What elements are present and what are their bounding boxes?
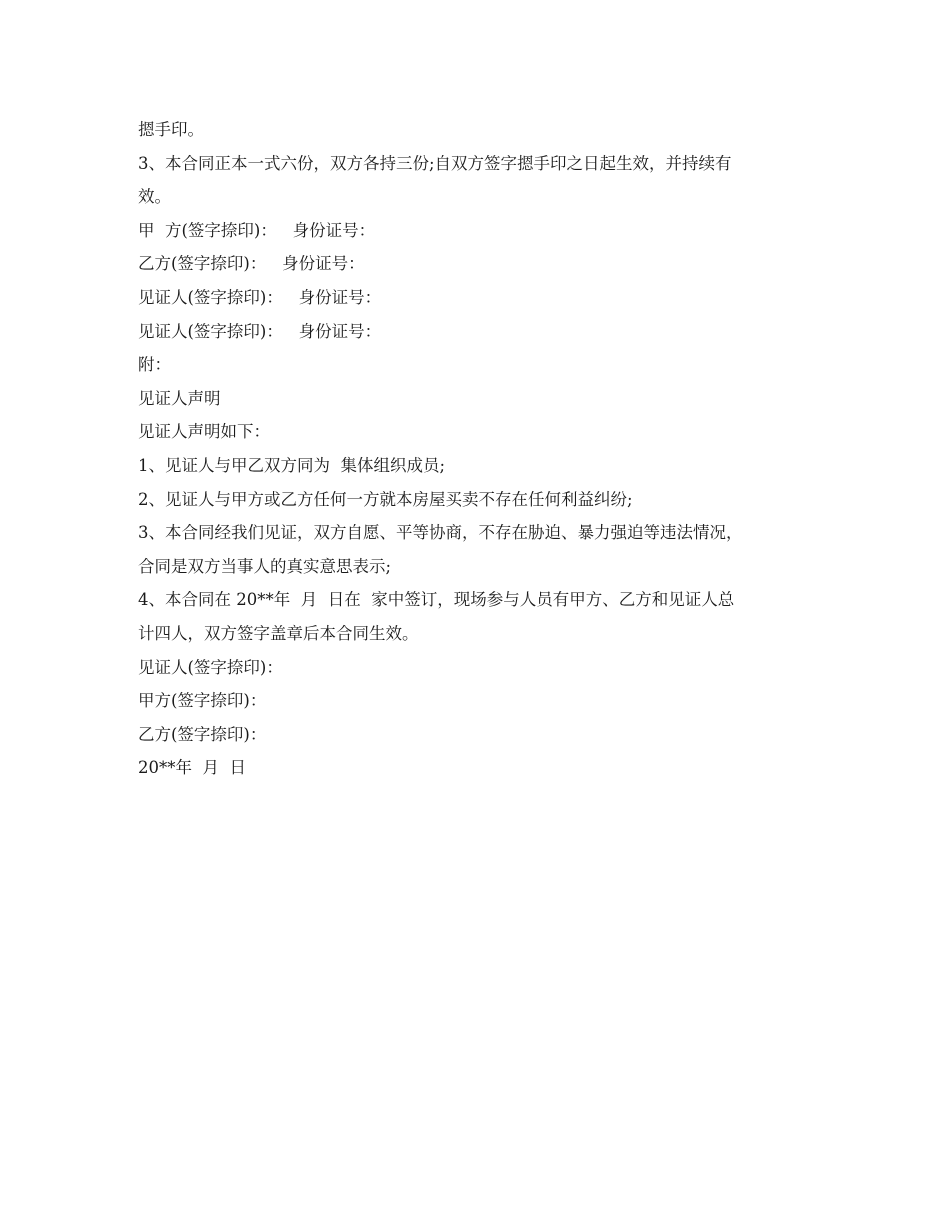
section-heading: 见证人声明 [138,388,221,408]
text-line: 效。 [138,187,171,207]
text-line: 4、本合同在 20**年 月 日在 家中签订，现场参与人员有甲方、乙方和见证人总 [138,590,735,610]
text-line: 3、本合同经我们见证，双方自愿、平等协商，不存在胁迫、暴力强迫等违法情况， [138,523,743,543]
signature-line-witness: 见证人(签字捺印)： 身份证号： [138,321,382,341]
text-line: 计四人，双方签字盖章后本合同生效。 [138,623,419,643]
text-line: 2、见证人与甲方或乙方任何一方就本房屋买卖不存在任何利益纠纷; [138,489,633,509]
text-line: 摁手印。 [138,120,204,139]
document-body [138,113,828,785]
signature-line-witness: 见证人(签字捺印)： 身份证号： [138,287,382,307]
text-line: 合同是双方当事人的真实意思表示; [138,556,392,576]
signature-line-witness: 见证人(签字捺印)： [138,657,283,677]
date-line: 20**年 月 日 [138,758,246,778]
text-line: 3、本合同正本一式六份，双方各持三份;自双方签字摁手印之日起生效，并持续有 [138,153,732,173]
text-line: 1、见证人与甲乙双方同为 集体组织成员; [138,455,446,475]
text-line: 见证人声明如下： [138,422,270,442]
signature-line-party-a: 甲方(签字捺印)： [138,691,267,711]
signature-line-party-b: 乙方(签字捺印)： 身份证号： [138,254,365,274]
appendix-label: 附： [138,355,171,375]
signature-line-party-a: 甲 方(签字捺印)： 身份证号： [138,220,376,240]
signature-line-party-b: 乙方(签字捺印)： [138,724,267,744]
